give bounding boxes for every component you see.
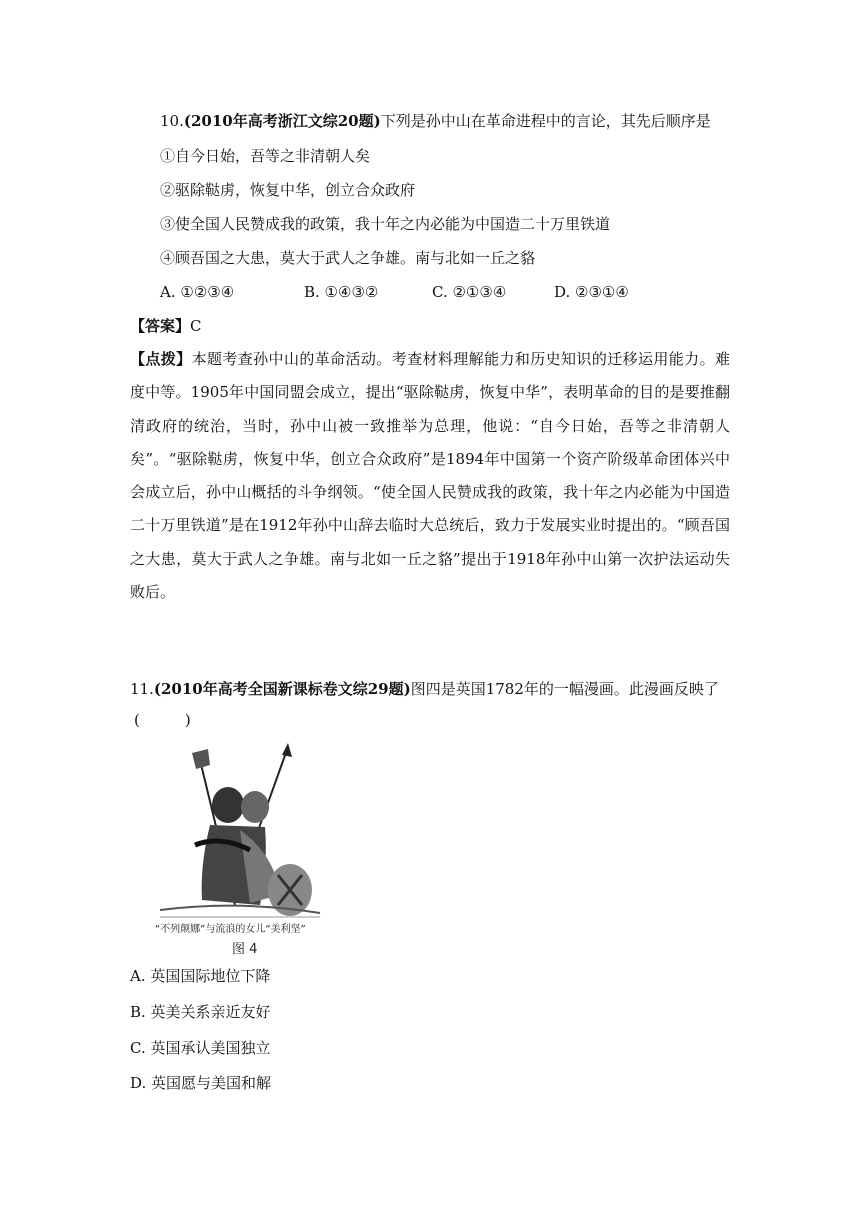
analysis-text: 本题考查孙中山的革命活动。考查材料理解能力和历史知识的迁移运用能力。难度中等。1905年中国同盟会成立，提出“驱除鞑虏，恢复中华”，表明革命的目的是要推翻清政府的统治，当时，孙中山被一致推举为总理，他说：“自今日始，吾等之非清朝人矣”。“驱除鞑虏，恢复中华，创立合众政府”是1894年中国第一个资产阶级革命团体兴中会成立后，孙中山概括的斗争纲领。“使全国人民赞成我的政策，我十年之内必能为中国造二十万里铁道”是在1912年孙中山辞去临时大总统后，致力于发展实业时提出的。“顾吾国之大患，莫大于武人之争雄。南与北如一丘之貉”提出于1918年孙中山第一次护法运动失败后。 <box>130 350 730 602</box>
q11-option-a: A. 英国国际地位下降 <box>130 967 271 985</box>
analysis-label: 【点拨】 <box>130 350 192 368</box>
q10-header <box>160 111 711 131</box>
q10-analysis <box>130 343 730 609</box>
q11-option-d: D. 英国愿与美国和解 <box>130 1074 272 1092</box>
figure-caption: “不列颠娜”与流浪的女儿“美利坚” <box>155 924 306 935</box>
q10-statement-4: ④顾吾国之大患，莫大于武人之争雄。南与北如一丘之貉 <box>160 249 536 267</box>
cartoon-illustration <box>140 735 335 960</box>
figure-label: 图 4 <box>232 942 258 957</box>
q10-option-c: C. ②①③④ <box>432 283 507 301</box>
q10-source: (2010年高考浙江文综20题) <box>183 112 381 130</box>
q10-stem: 下列是孙中山在革命进程中的言论，其先后顺序是 <box>380 112 711 130</box>
answer-value: C <box>190 317 202 335</box>
q10-option-b: B. ①④③② <box>304 283 379 301</box>
q10-option-a: A. ①②③④ <box>160 283 235 301</box>
q11-option-c: C. 英国承认美国独立 <box>130 1039 271 1057</box>
q11-header <box>130 679 719 699</box>
q10-options <box>160 282 629 302</box>
q10-statement-3: ③使全国人民赞成我的政策，我十年之内必能为中国造二十万里铁道 <box>160 215 611 233</box>
answer-label: 【答案】 <box>130 317 191 335</box>
q11-stem: 图四是英国1782年的一幅漫画。此漫画反映了 <box>410 680 719 698</box>
q10-statement-2: ②驱除鞑虏，恢复中华，创立合众政府 <box>160 181 416 199</box>
q11-source: (2010年高考全国新课标卷文综29题) <box>153 680 411 698</box>
q10-number: 10. <box>160 112 184 130</box>
q10-option-d: D. ②③①④ <box>554 283 629 301</box>
q10-answer <box>130 316 202 336</box>
q11-answer-blank: ( ) <box>134 711 191 729</box>
q11-number: 11. <box>130 680 154 698</box>
q10-statement-1: ①自今日始，吾等之非清朝人矣 <box>160 147 371 165</box>
q11-option-b: B. 英美关系亲近友好 <box>130 1003 271 1021</box>
q11-cartoon-figure <box>140 735 335 960</box>
